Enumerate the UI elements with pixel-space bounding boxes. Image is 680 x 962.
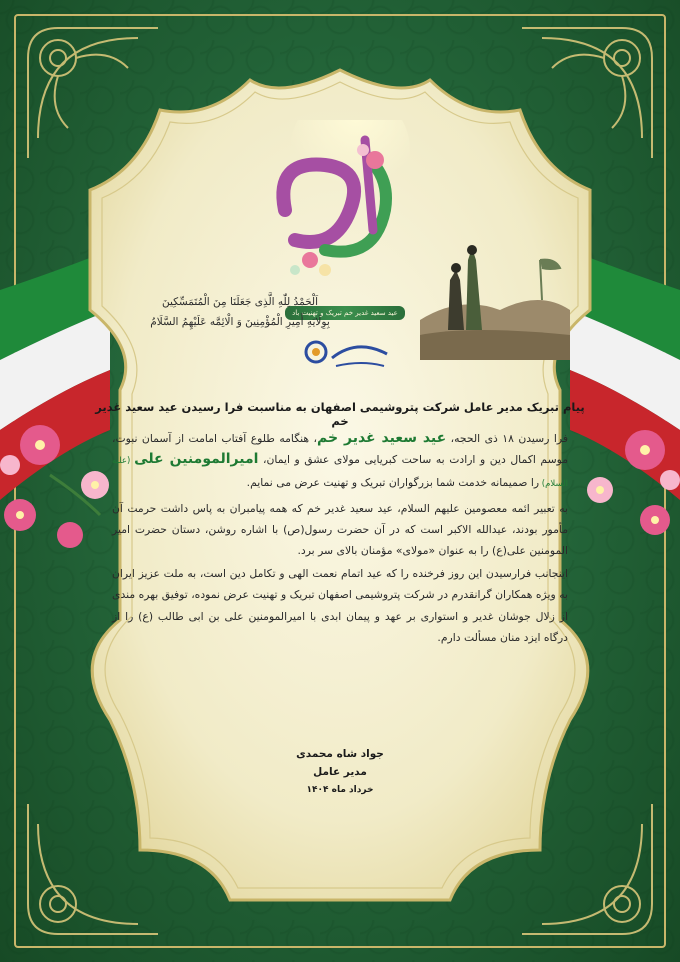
paragraph-3: اینجانب فرارسیدن این روز فرخنده را که عید اتمام نعمت الهی و تکامل دین است، به ملت عزیز ایران به ویژه همکاران گرانقدرم در شرکت پتروشیمی اصفهان تبریک و تهنیت عرض نموده، توفیق بهره مندی از زلال جوشان غدیر و استواری بر عهد و پیمان ابدی با امیرالمومنین علی بن ابی طالب (ع) را از درگاه ایزد منان مسألت دارم.	[112, 567, 568, 644]
verse-line-1: اَلْحَمْدُ لِلّٰهِ الَّذِی جَعَلَنَا مِنَ الْمُتَمَسِّکِینَ	[161, 296, 319, 308]
paragraph-1	[112, 428, 568, 496]
p1-highlight-imam: امیرالمومنین علی	[134, 451, 259, 468]
quran-verse	[135, 292, 345, 332]
company-logo	[302, 328, 392, 376]
signature-block	[280, 745, 400, 799]
signature-date: خرداد ماه ۱۴۰۴	[306, 785, 374, 795]
p1-highlight-eid: عید سعید غدیر خم	[317, 430, 447, 446]
letter-body	[112, 428, 568, 650]
signer-title: مدیر عامل	[313, 766, 367, 778]
p1-text-a: فرا رسیدن ۱۸ ذی الحجه،	[446, 432, 568, 445]
p1-text-c: را صمیمانه خدمت شما بزرگواران تبریک و تهنیت عرض می نمایم.	[246, 476, 540, 490]
signer-name: جواد شاه محمدی	[296, 748, 384, 760]
flowers-left	[0, 405, 135, 570]
ghadir-illustration	[420, 240, 570, 360]
eid-banner: عید سعید غدیر خم تبریک و تهنیت باد	[285, 306, 405, 320]
paragraph-2: به تعبیر ائمه معصومین علیهم السلام، عید سعید غدیر خم که همه پیامبران به پاس داشت حرمت آن مأمور بودند، عیدالله الاکبر است که در آن حضرت رسول(ص) با اشاره روشن، دستان حضرت امیر المومنین علی(ع) را به عنوان «مولای» مؤمنان بالای سر برد.	[112, 501, 568, 558]
p1-text-b: ، هنگامه طلوع آفتاب امامت از آسمان نبوت، موسم اکمال دین و ارادت به ساحت کبریایی مولای عشق و ایمان،	[112, 432, 569, 467]
p1-note: (علیه السلام)	[112, 456, 568, 490]
verse-line-2: بِوِلَایَهِ أَمِیرِ الْمُؤْمِنِینَ وَ الْائِمَّه عَلَیْهِمُ السَّلَامُ	[150, 316, 330, 328]
ali-calligraphy-logo	[255, 120, 415, 290]
letter-headline: پیام تبریک مدیر عامل شرکت پتروشیمی اصفهان به مناسبت فرا رسیدن عید سعید غدیر خم	[95, 400, 585, 428]
flowers-right	[560, 420, 680, 560]
